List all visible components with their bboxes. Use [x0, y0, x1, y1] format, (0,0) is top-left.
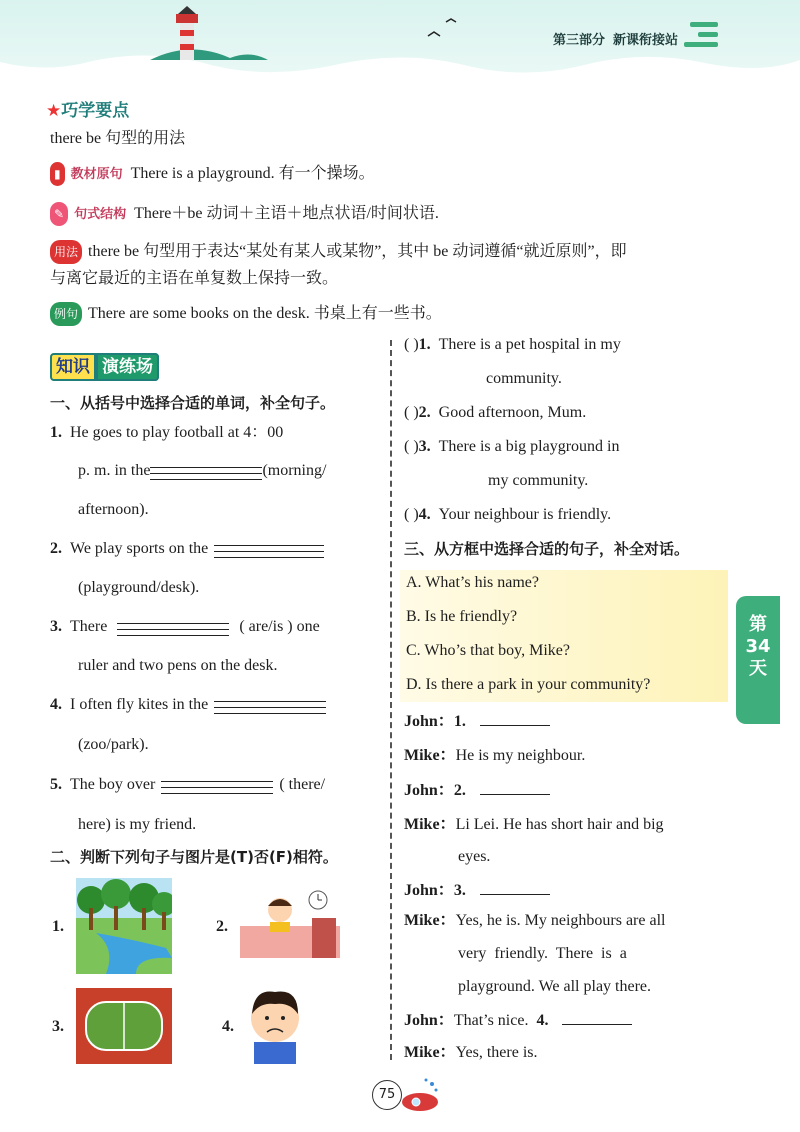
s1-q4-line1: 4. I often fly kites in the [50, 686, 326, 724]
option-b: B. Is he friendly? [406, 608, 518, 625]
s2-item-1-line1: ( )1. There is a pet hospital in my [404, 336, 621, 353]
s1-q4-blank[interactable] [214, 696, 326, 714]
usage-line-1: 用法 there be 句型用于表达“某处有某人或某物”，其中 be 动词遵循“就近原则”，即 [50, 240, 627, 264]
s1-q5-line1: 5. The boy over ( there/ [50, 776, 326, 793]
header-banner [0, 0, 800, 92]
tips-topic: there be 句型的用法 [50, 130, 186, 147]
dialog-mike-2-line1: Mike：Li Lei. He has short hair and big [404, 816, 664, 833]
pic-label-1: 1. [52, 918, 64, 935]
book-icon: ▮ [50, 162, 65, 186]
s1-q5-line2: here) is my friend. [78, 816, 197, 833]
dialog-mike-4: Mike：Yes, there is. [404, 1044, 538, 1061]
s1-q3-line2: ruler and two pens on the desk. [78, 657, 278, 674]
s1-q2-blank[interactable] [214, 540, 324, 558]
textbook-sentence: ▮ 教材原句 There is a playground. 有一个操场。 [50, 162, 375, 186]
usage-line-2: 与离它最近的主语在单复数上保持一致。 [50, 270, 339, 287]
s2-item-3-line2: my community. [488, 472, 589, 489]
dialog-blank-1[interactable] [480, 725, 550, 726]
star-icon: ★ [46, 101, 62, 121]
dialog-john-4: John：That’s nice. 4. [404, 1010, 632, 1032]
s2-item-1-line2: community. [486, 370, 562, 387]
s1-q1-blank[interactable] [150, 462, 262, 480]
s1-q1-line3: afternoon). [78, 501, 149, 518]
pic-label-4: 4. [222, 1018, 234, 1035]
section1-title: 一、从括号中选择合适的单词，补全句子。 [50, 394, 336, 412]
s1-q3-line1: 3. There ( are/is ) one [50, 618, 320, 635]
tips-heading: ★巧学要点 [46, 101, 130, 121]
dialog-blank-3[interactable] [480, 894, 550, 895]
s1-q5-blank[interactable] [161, 776, 273, 794]
s1-q1-line1: 1. He goes to play football at 4：00 [50, 424, 284, 441]
dialog-mike-3-line3: playground. We all play there. [458, 978, 652, 995]
column-divider [390, 340, 392, 1060]
dialog-mike-3-line2: very friendly. There is a [458, 945, 627, 962]
submarine-icon [398, 1076, 444, 1116]
pic-label-3: 3. [52, 1018, 64, 1035]
playground-picture [76, 988, 172, 1064]
dialog-blank-2[interactable] [480, 794, 550, 795]
dialog-mike-1: Mike：He is my neighbour. [404, 747, 586, 764]
dialog-john-2: John：2. [404, 780, 550, 802]
park-river-picture [76, 878, 172, 974]
s1-q1-line2: p. m. in the (morning/ [78, 462, 327, 479]
dialog-mike-3-line1: Mike：Yes, he is. My neighbours are all [404, 912, 666, 929]
s2-item-2: ( )2. Good afternoon, Mum. [404, 404, 587, 421]
girl-waking-picture [240, 888, 340, 958]
page-number: 75 [372, 1080, 402, 1110]
s2-item-4: ( )4. Your neighbour is friendly. [404, 506, 612, 523]
s1-q4-line2: (zoo/park). [78, 736, 149, 753]
s1-q2-line1: 2. We play sports on the [50, 530, 324, 568]
example-sentence: 例句 There are some books on the desk. 书桌上有一些书。 [50, 302, 442, 326]
option-d: D. Is there a park in your community? [406, 676, 651, 693]
pen-icon: ✎ [50, 202, 68, 226]
s2-item-3-line1: ( )3. There is a big playground in [404, 438, 620, 455]
s1-q2-line2: (playground/desk). [78, 579, 200, 596]
section3-title: 三、从方框中选择合适的句子，补全对话。 [404, 540, 690, 558]
header-part: 第三部分 [553, 33, 606, 48]
section2-title: 二、判断下列句子与图片是(T)否(F)相符。 [50, 848, 338, 866]
s1-q3-blank[interactable] [117, 618, 229, 636]
dialog-john-1: John：1. [404, 711, 550, 733]
option-a: A. What’s his name? [406, 574, 540, 591]
pic-label-2: 2. [216, 918, 228, 935]
boy-sad-picture [244, 984, 306, 1064]
day-tab: 第 34 天 [736, 596, 780, 724]
dialog-john-3: John：3. [404, 880, 550, 902]
structure-sentence: ✎ 句式结构 There＋be 动词＋主语＋地点状语/时间状语. [50, 202, 439, 226]
header-title: 新课衔接站 [613, 33, 679, 48]
dialog-mike-2-line2: eyes. [458, 848, 491, 865]
option-c: C. Who’s that boy, Mike? [406, 642, 570, 659]
dialog-blank-4[interactable] [562, 1024, 632, 1025]
practice-badge: 知识 演练场 [50, 352, 159, 377]
